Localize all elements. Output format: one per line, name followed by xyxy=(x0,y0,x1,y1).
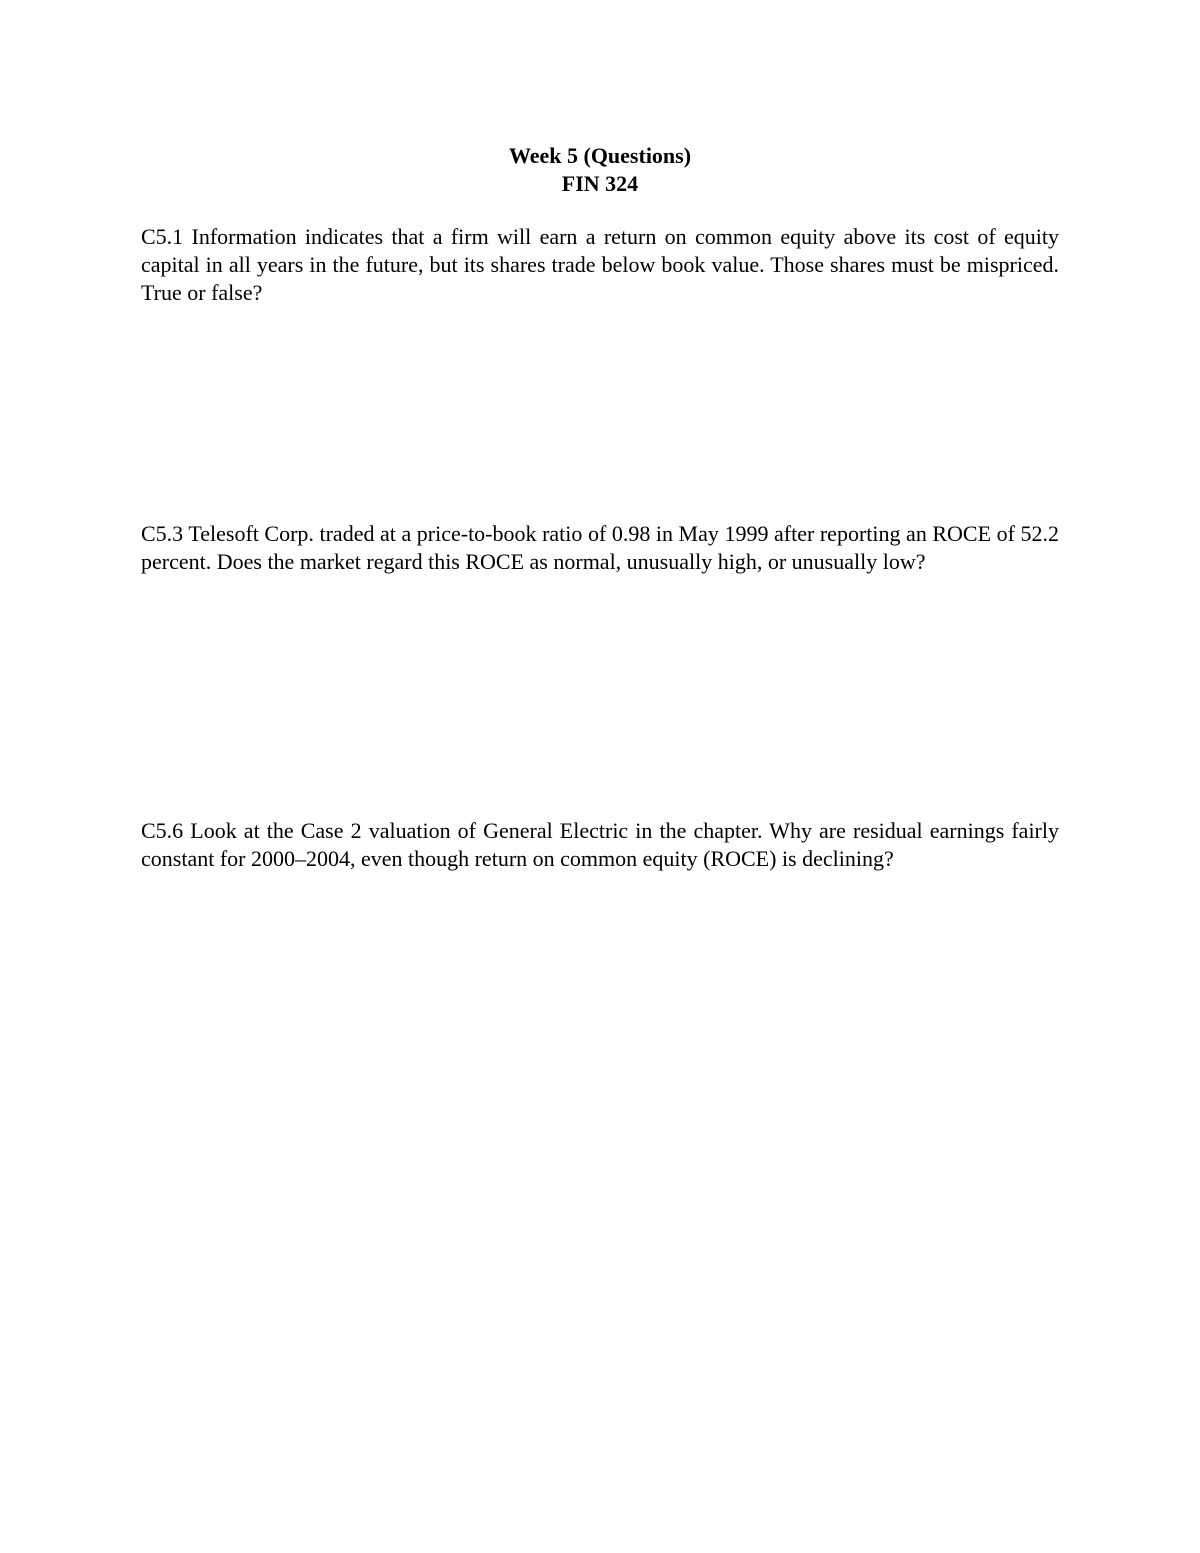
page-title: Week 5 (Questions) xyxy=(508,143,692,168)
question-c5-6: C5.6 Look at the Case 2 valuation of General Electric in the chapter. Why are residual earnings fairly constant for 2000–2004, even though return on common equity (ROCE) is declining? xyxy=(141,818,1059,871)
course-code: FIN 324 xyxy=(561,171,639,196)
question-c5-1: C5.1 Information indicates that a firm will earn a return on common equity above its cost of equity capital in all years in the future, but its shares trade below book value. Those shares must be mispriced. True or false? xyxy=(141,224,1059,305)
question-c5-3: C5.3 Telesoft Corp. traded at a price-to-book ratio of 0.98 in May 1999 after reporting an ROCE of 52.2 percent. Does the market regard this ROCE as normal, unusually high, or unusually low? xyxy=(141,521,1059,574)
